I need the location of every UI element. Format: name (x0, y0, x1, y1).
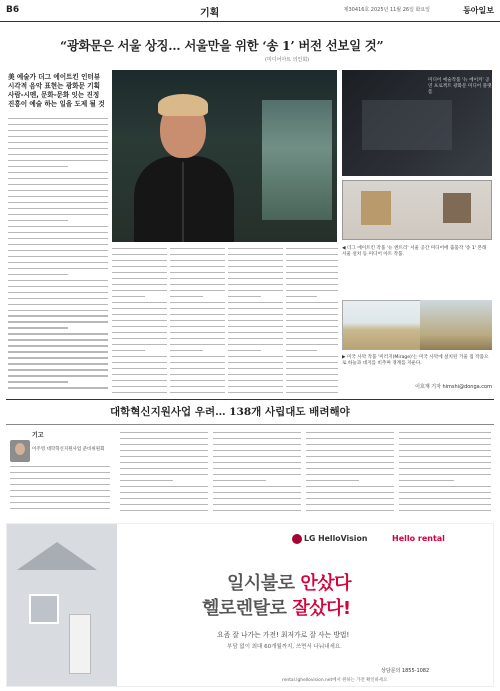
text-line (112, 308, 167, 309)
text-line (399, 504, 491, 505)
text-line (286, 308, 338, 309)
text-line (112, 284, 167, 285)
text-line (170, 344, 225, 345)
text-line (10, 484, 110, 485)
text-line (399, 474, 491, 475)
text-line (399, 444, 491, 445)
text-line (120, 468, 208, 469)
text-line (306, 462, 394, 463)
text-line (306, 492, 394, 493)
text-line (286, 296, 317, 297)
text-line (228, 272, 283, 273)
body-text-bottom1 (10, 466, 110, 518)
text-line (286, 356, 338, 357)
text-line (399, 492, 491, 493)
text-line (8, 268, 108, 269)
text-line (170, 290, 225, 291)
text-line (228, 260, 283, 261)
text-line (306, 486, 394, 487)
text-line (170, 260, 225, 261)
text-line (10, 496, 110, 497)
text-line (286, 254, 338, 255)
person-hair (158, 94, 208, 116)
deck-line: 시각적 음악 표현는 광화문 기획 (8, 82, 100, 90)
text-line (286, 272, 338, 273)
text-line (112, 260, 167, 261)
text-line (10, 502, 110, 503)
text-line (228, 284, 283, 285)
text-line (306, 504, 394, 505)
text-line (120, 480, 173, 481)
ad-roof (17, 542, 97, 570)
text-line (112, 356, 167, 357)
lg-logo-icon (292, 534, 302, 544)
text-line (112, 278, 167, 279)
text-line (286, 362, 338, 363)
text-line (170, 302, 225, 303)
text-line (399, 468, 491, 469)
text-line (170, 392, 225, 393)
text-line (286, 266, 338, 267)
newspaper-name: 동아일보 (463, 6, 494, 15)
text-line (170, 308, 225, 309)
ad-url[interactable]: rental.lghellovision.net에서 원하는 가전 확인하세요 (282, 678, 388, 683)
text-line (8, 333, 108, 334)
deck-line: 美 예술가 더그 에이트킨 인터뷰 (8, 73, 101, 81)
body-text-left (8, 118, 108, 398)
text-line (228, 332, 283, 333)
text-line (8, 298, 108, 299)
text-line (8, 184, 108, 185)
author-face (15, 443, 25, 455)
text-line (112, 362, 167, 363)
text-line (286, 326, 338, 327)
desert-photo-2 (420, 300, 492, 350)
text-line (399, 480, 454, 481)
deck-line: 사람-시멘, 문화-문화 잇는 진정 (8, 91, 100, 99)
artwork-caption: 미디어 예술작품 '뉴 에이커' 공연 프로젝트 광화문 미디어 플랫폼 (428, 78, 492, 95)
gallery-caption: ◀ 더그 에이트킨 작품 '뉴 엔트리' 서울 공간 미디어에 출품작 '송 1' 본래 서울 설치 등 미디어 아트 작품. (342, 246, 487, 257)
text-line (112, 374, 167, 375)
text-line (170, 386, 225, 387)
page-number: B6 (6, 5, 20, 15)
text-line (10, 472, 110, 473)
text-line (213, 462, 301, 463)
text-line (8, 160, 108, 161)
text-line (399, 438, 491, 439)
text-line (8, 244, 108, 245)
text-line (213, 444, 301, 445)
main-headline: “광화문은 서울 상징… 서울만을 위한 ‘송 1’ 버전 선보일 것” (60, 38, 384, 53)
text-line (286, 338, 338, 339)
text-line (306, 456, 394, 457)
text-line (213, 474, 301, 475)
text-line (286, 302, 338, 303)
jacket-line (182, 162, 184, 242)
gallery-art (443, 193, 471, 223)
body-text-bottom5 (399, 432, 491, 518)
text-line (170, 254, 225, 255)
text-line (213, 468, 301, 469)
text-line (213, 510, 301, 511)
text-line (213, 486, 301, 487)
text-line (112, 338, 167, 339)
text-line (228, 254, 283, 255)
text-line (8, 321, 108, 322)
text-line (286, 320, 338, 321)
text-line (112, 344, 167, 345)
ad-headline-1 (227, 569, 351, 595)
text-line (170, 278, 225, 279)
text-line (306, 498, 394, 499)
text-line (170, 362, 225, 363)
text-line (170, 332, 225, 333)
text-line (120, 504, 208, 505)
ad-headline-1b: 안샀다 (300, 573, 351, 594)
text-line (112, 386, 167, 387)
text-line (112, 350, 145, 351)
text-line (286, 380, 338, 381)
text-line (286, 374, 338, 375)
text-line (10, 508, 110, 509)
text-line (228, 302, 283, 303)
divider (6, 424, 494, 425)
section-title: 기획 (200, 8, 220, 19)
text-line (170, 266, 225, 267)
text-line (399, 432, 491, 433)
ad-headline-2b: 잘샀다! (292, 598, 351, 619)
text-line (306, 510, 394, 511)
ad-subline-2: 부담 없이 최대 60개월까지, 쓰면서 나눠내세요. (227, 644, 342, 650)
text-line (112, 254, 167, 255)
text-line (286, 386, 338, 387)
text-line (399, 510, 491, 511)
text-line (228, 356, 283, 357)
text-line (306, 432, 394, 433)
text-line (112, 290, 167, 291)
text-line (112, 332, 167, 333)
text-line (8, 327, 68, 328)
byline: 이호재 기자 himshi@donga.com (415, 384, 492, 390)
text-line (8, 315, 108, 316)
text-line (170, 296, 203, 297)
text-line (112, 380, 167, 381)
text-line (8, 339, 108, 340)
text-line (228, 326, 283, 327)
text-line (228, 338, 283, 339)
person-body (134, 156, 234, 242)
text-line (8, 232, 108, 233)
ad-brand-lg-text: LG HelloVision (304, 534, 368, 543)
text-line (399, 462, 491, 463)
text-line (170, 320, 225, 321)
text-line (8, 172, 108, 173)
ad-headline-2a: 헬로렌탈로 (202, 598, 293, 619)
text-line (8, 387, 108, 388)
text-line (170, 356, 225, 357)
text-line (286, 314, 338, 315)
text-line (306, 438, 394, 439)
text-line (213, 456, 301, 457)
ad-brand-hello: Hello rental (392, 534, 445, 543)
text-line (228, 350, 261, 351)
artwork-inner (362, 100, 452, 150)
text-line (112, 266, 167, 267)
text-line (170, 284, 225, 285)
text-line (120, 444, 208, 445)
text-line (112, 296, 145, 297)
body-text-mid4 (286, 248, 338, 398)
text-line (306, 468, 394, 469)
text-line (228, 296, 261, 297)
ad-subline: 요즘 잘 나가는 가전! 최저가로 잘 사는 방법! (217, 631, 350, 639)
text-line (120, 498, 208, 499)
text-line (228, 266, 283, 267)
text-line (213, 498, 301, 499)
text-line (228, 314, 283, 315)
text-line (8, 142, 108, 143)
main-photo (112, 70, 337, 242)
text-line (8, 124, 108, 125)
text-line (228, 308, 283, 309)
text-line (286, 332, 338, 333)
text-line (120, 486, 208, 487)
text-line (8, 292, 108, 293)
text-line (306, 480, 359, 481)
text-line (8, 196, 108, 197)
text-line (228, 290, 283, 291)
text-line (228, 374, 283, 375)
text-line (8, 262, 108, 263)
text-line (286, 248, 338, 249)
text-line (170, 338, 225, 339)
text-line (8, 280, 108, 281)
text-line (8, 136, 108, 137)
ad-house-illustration (7, 524, 117, 687)
text-line (213, 450, 301, 451)
text-line (120, 462, 208, 463)
text-line (170, 368, 225, 369)
text-line (8, 214, 108, 215)
text-line (120, 510, 208, 511)
text-line (8, 256, 108, 257)
text-line (112, 368, 167, 369)
text-line (306, 474, 394, 475)
text-line (8, 226, 108, 227)
text-line (8, 310, 108, 311)
text-line (228, 368, 283, 369)
text-line (170, 380, 225, 381)
text-line (228, 386, 283, 387)
ad-window (29, 594, 59, 624)
ad-brand-lg (292, 534, 367, 544)
text-line (228, 344, 283, 345)
text-line (112, 248, 167, 249)
text-line (10, 478, 110, 479)
text-line (286, 350, 317, 351)
body-text-bottom3 (213, 432, 301, 518)
headline-credit: (미디어아트 의인회) (265, 57, 310, 63)
text-line (112, 302, 167, 303)
text-line (286, 260, 338, 261)
text-line (8, 202, 108, 203)
text-line (286, 392, 338, 393)
text-line (213, 480, 266, 481)
text-line (10, 490, 110, 491)
text-line (213, 492, 301, 493)
text-line (10, 466, 110, 467)
text-line (8, 190, 108, 191)
text-line (286, 368, 338, 369)
article-deck (8, 73, 108, 109)
text-line (170, 314, 225, 315)
text-line (112, 314, 167, 315)
text-line (120, 450, 208, 451)
text-line (8, 369, 108, 370)
text-line (399, 498, 491, 499)
text-line (213, 438, 301, 439)
column-author: 이주영 대학혁신지원사업 준비위원회 (32, 447, 105, 452)
text-line (8, 274, 68, 275)
screen-glow (262, 100, 332, 220)
text-line (112, 326, 167, 327)
text-line (228, 362, 283, 363)
ad-appliance (69, 614, 91, 674)
text-line (8, 208, 108, 209)
advertisement[interactable] (6, 523, 494, 687)
text-line (8, 148, 108, 149)
text-line (8, 351, 108, 352)
text-line (120, 474, 208, 475)
ad-contact[interactable]: 상담문의 1855-1082 (381, 668, 430, 674)
text-line (8, 220, 68, 221)
text-line (120, 492, 208, 493)
text-line (399, 456, 491, 457)
text-line (8, 118, 108, 119)
text-line (8, 166, 68, 167)
body-text-mid3 (228, 248, 283, 398)
gallery-photo (342, 180, 492, 240)
text-line (213, 432, 301, 433)
desert-caption: ▶ 미국 사막 작품 '미러지(Mirage)'는 미국 사막에 설치된 거울 집 작품으로 하늘과 대지를 비추며 경계를 지운다. (342, 355, 489, 366)
text-line (112, 320, 167, 321)
text-line (228, 278, 283, 279)
page-header (0, 0, 500, 22)
text-line (286, 344, 338, 345)
text-line (120, 432, 208, 433)
text-line (286, 284, 338, 285)
ad-headline-2 (202, 594, 351, 620)
text-line (399, 486, 491, 487)
text-line (8, 178, 108, 179)
text-line (286, 290, 338, 291)
text-line (8, 381, 68, 382)
text-line (112, 392, 167, 393)
text-line (8, 357, 108, 358)
text-line (8, 304, 108, 305)
text-line (8, 375, 108, 376)
text-line (228, 392, 283, 393)
second-headline: 대학혁신지원사업 우려… 138개 사립대도 배려해야 (110, 406, 350, 418)
gallery-art (361, 191, 391, 225)
text-line (170, 350, 203, 351)
text-line (8, 250, 108, 251)
ad-headline-1a: 일시불로 (227, 573, 301, 594)
text-line (112, 272, 167, 273)
text-line (120, 438, 208, 439)
deck-line: 진흥이 예술 하는 일을 도제 될 것 (8, 100, 105, 108)
text-line (8, 345, 108, 346)
text-line (120, 456, 208, 457)
text-line (8, 238, 108, 239)
body-text-bottom4 (306, 432, 394, 518)
text-line (170, 248, 225, 249)
body-text-bottom2 (120, 432, 208, 518)
text-line (306, 444, 394, 445)
text-line (8, 154, 108, 155)
text-line (170, 272, 225, 273)
text-line (8, 286, 108, 287)
text-line (8, 363, 108, 364)
body-text-mid1 (112, 248, 167, 398)
text-line (399, 450, 491, 451)
text-line (286, 278, 338, 279)
body-text-mid2 (170, 248, 225, 398)
text-line (228, 380, 283, 381)
text-line (8, 130, 108, 131)
text-line (170, 374, 225, 375)
divider (6, 399, 494, 400)
issue-info: 제30416호 2025년 11월 26일 화요일 (343, 7, 430, 13)
text-line (170, 326, 225, 327)
text-line (306, 450, 394, 451)
text-line (228, 320, 283, 321)
text-line (213, 504, 301, 505)
text-line (228, 248, 283, 249)
column-label: 기고 (32, 432, 44, 439)
